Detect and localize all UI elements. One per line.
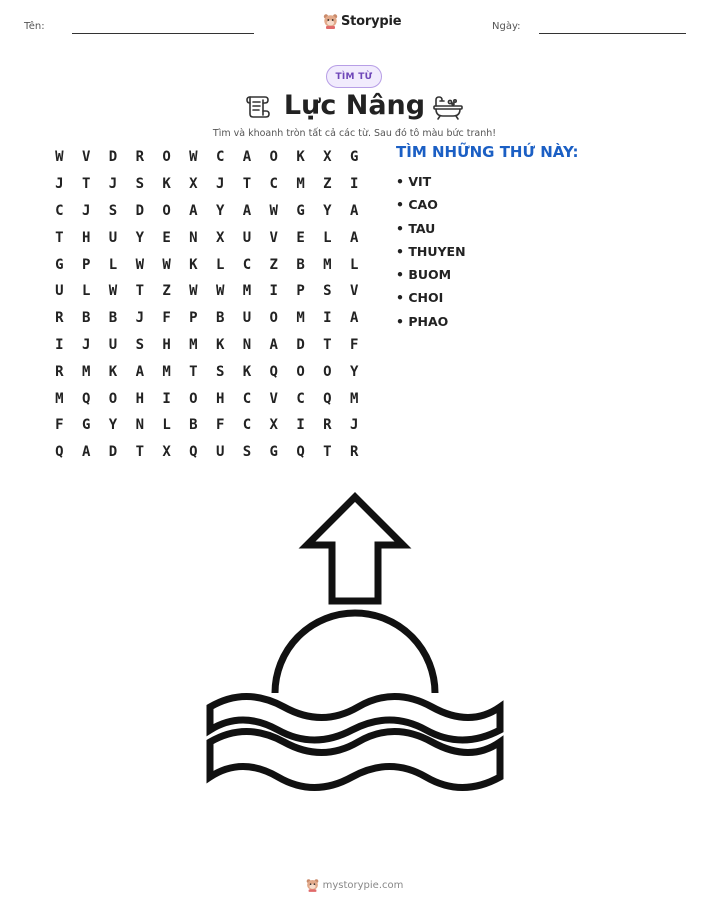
grid-letter[interactable]: O (162, 202, 171, 219)
grid-letter[interactable]: A (189, 202, 198, 219)
grid-letter[interactable]: W (189, 283, 198, 300)
footer (0, 878, 709, 892)
word-list-heading: TÌM NHỮNG THỨ NÀY: (396, 143, 579, 161)
grid-letter[interactable]: S (215, 363, 225, 380)
word-list-item: • VIT (396, 174, 432, 189)
grid-letter[interactable]: Y (108, 417, 118, 434)
grid-letter[interactable]: M (296, 310, 305, 327)
grid-letter[interactable]: M (242, 283, 252, 300)
grid-letter[interactable]: S (135, 176, 144, 193)
grid-letter[interactable]: S (135, 336, 144, 353)
grid-letter[interactable]: I (349, 176, 359, 193)
grid-letter[interactable]: B (81, 310, 91, 327)
grid-letter[interactable]: L (349, 256, 359, 273)
grid-letter[interactable]: U (108, 336, 118, 353)
grid-letter[interactable]: O (162, 149, 171, 166)
grid-letter[interactable]: G (269, 444, 278, 461)
grid-letter[interactable]: C (215, 149, 225, 166)
grid-letter[interactable]: U (55, 283, 64, 300)
grid-letter[interactable]: H (135, 390, 144, 407)
grid-letter[interactable]: K (215, 336, 225, 353)
grid-letter[interactable]: B (189, 417, 198, 434)
grid-letter[interactable]: Y (135, 229, 144, 246)
grid-letter[interactable]: F (55, 417, 64, 434)
grid-letter[interactable]: X (162, 444, 171, 461)
grid-letter[interactable]: Q (296, 444, 305, 461)
grid-letter[interactable]: J (135, 310, 144, 327)
name-label: Tên: (24, 21, 45, 32)
grid-letter[interactable]: N (242, 336, 252, 353)
grid-letter[interactable]: E (296, 229, 305, 246)
grid-letter[interactable]: G (81, 417, 91, 434)
grid-letter[interactable]: A (349, 229, 359, 246)
grid-letter[interactable]: S (108, 202, 118, 219)
grid-letter[interactable]: R (55, 363, 64, 380)
grid-letter[interactable]: T (135, 283, 144, 300)
grid-letter[interactable]: O (108, 390, 118, 407)
grid-letter[interactable]: Q (269, 363, 278, 380)
brand-name: Storypie (341, 13, 402, 29)
page-title: Lực Nâng (283, 90, 426, 121)
grid-letter[interactable]: U (242, 310, 252, 327)
grid-letter[interactable]: X (215, 229, 225, 246)
grid-letter[interactable]: S (242, 444, 252, 461)
grid-letter[interactable]: O (296, 363, 305, 380)
grid-letter[interactable]: M (55, 390, 64, 407)
grid-letter[interactable]: W (269, 202, 278, 219)
word-list-item: • THUYEN (396, 243, 466, 259)
grid-letter[interactable]: T (55, 229, 64, 246)
grid-letter[interactable]: L (162, 417, 171, 434)
grid-letter[interactable]: P (189, 310, 198, 327)
grid-letter[interactable]: K (242, 363, 252, 380)
grid-letter[interactable]: G (349, 149, 359, 166)
grid-letter[interactable]: V (349, 283, 359, 300)
grid-letter[interactable]: J (81, 336, 91, 353)
grid-letter[interactable]: M (296, 176, 305, 193)
grid-letter[interactable]: M (189, 336, 198, 353)
grid-letter[interactable]: U (108, 229, 118, 246)
grid-letter[interactable]: H (81, 229, 91, 246)
grid-letter[interactable]: C (55, 202, 64, 219)
grid-letter[interactable]: W (189, 149, 198, 166)
grid-letter[interactable]: F (215, 417, 225, 434)
grid-letter[interactable]: R (349, 444, 359, 461)
grid-letter[interactable]: A (349, 310, 359, 327)
grid-letter[interactable]: Q (323, 390, 332, 407)
grid-letter[interactable]: O (269, 310, 278, 327)
grid-letter[interactable]: V (81, 149, 91, 166)
grid-letter[interactable]: Q (55, 444, 64, 461)
grid-letter[interactable]: R (135, 149, 144, 166)
footer-url: mystorypie.com (322, 879, 404, 891)
grid-letter[interactable]: A (349, 202, 359, 219)
grid-letter[interactable]: V (269, 390, 278, 407)
grid-letter[interactable]: J (108, 176, 118, 193)
grid-letter[interactable]: A (81, 444, 91, 461)
grid-letter[interactable]: P (81, 256, 91, 273)
grid-letter[interactable]: D (108, 444, 118, 461)
word-list-item: • BUOM (396, 267, 452, 283)
grid-letter[interactable]: F (162, 310, 171, 327)
grid-letter[interactable]: A (269, 336, 278, 353)
grid-letter[interactable]: T (135, 444, 144, 461)
grid-letter[interactable]: J (55, 176, 64, 193)
storypie-mascot-icon (306, 878, 319, 892)
grid-letter[interactable]: W (162, 256, 171, 273)
grid-letter[interactable]: N (135, 417, 144, 434)
grid-letter[interactable]: T (189, 363, 198, 380)
grid-letter[interactable]: M (81, 363, 91, 380)
grid-letter[interactable]: M (162, 363, 171, 380)
grid-letter[interactable]: Q (189, 444, 198, 461)
grid-letter[interactable]: G (55, 256, 64, 273)
grid-letter[interactable]: A (242, 202, 252, 219)
grid-letter[interactable]: K (108, 363, 118, 380)
grid-letter[interactable]: D (296, 336, 305, 353)
word-list-item: • PHAO (396, 313, 449, 329)
grid-letter[interactable]: B (215, 310, 225, 327)
grid-letter[interactable]: W (215, 283, 225, 300)
grid-letter[interactable]: L (81, 283, 91, 300)
grid-letter[interactable]: Y (215, 202, 225, 219)
grid-letter[interactable]: A (135, 363, 144, 380)
grid-letter[interactable]: I (55, 336, 64, 353)
grid-letter[interactable]: C (269, 176, 278, 193)
grid-letter[interactable]: H (215, 390, 225, 407)
grid-letter[interactable]: D (108, 149, 118, 166)
grid-letter[interactable]: C (242, 390, 252, 407)
grid-letter[interactable]: S (323, 283, 332, 300)
grid-letter[interactable]: W (135, 256, 144, 273)
date-line[interactable] (539, 33, 686, 34)
word-list-item: • CAO (396, 197, 438, 213)
grid-letter[interactable]: U (215, 444, 225, 461)
grid-letter[interactable]: T (323, 336, 332, 353)
word-search-grid (46, 144, 368, 466)
name-line[interactable] (72, 33, 254, 34)
grid-letter[interactable]: L (323, 229, 332, 246)
grid-letter[interactable]: V (269, 229, 278, 246)
grid-letter[interactable]: R (55, 310, 64, 327)
grid-letter[interactable]: Q (81, 390, 91, 407)
grid-letter[interactable]: M (323, 256, 332, 273)
grid-letter[interactable]: K (162, 176, 171, 193)
storypie-mascot-icon (323, 13, 338, 29)
grid-letter[interactable]: I (162, 390, 171, 407)
word-list (396, 170, 466, 333)
grid-letter[interactable]: J (81, 202, 91, 219)
grid-letter[interactable]: T (242, 176, 252, 193)
grid-letter[interactable]: J (349, 417, 359, 434)
grid-letter[interactable]: W (55, 149, 64, 166)
grid-letter[interactable]: L (108, 256, 118, 273)
instructions: Tìm và khoanh tròn tất cả các từ. Sau đó tô màu bức tranh! (212, 128, 497, 139)
grid-letter[interactable]: H (162, 336, 171, 353)
grid-letter[interactable]: U (242, 229, 252, 246)
grid-letter[interactable]: X (269, 417, 278, 434)
grid-letter[interactable]: T (81, 176, 91, 193)
grid-letter[interactable]: Y (349, 363, 359, 380)
grid-letter[interactable]: Z (269, 256, 278, 273)
grid-letter[interactable]: K (296, 149, 305, 166)
grid-letter[interactable]: J (215, 176, 225, 193)
grid-letter[interactable]: X (189, 176, 198, 193)
grid-letter[interactable]: T (323, 444, 332, 461)
grid-letter[interactable]: D (135, 202, 144, 219)
grid-letter[interactable]: R (323, 417, 332, 434)
grid-letter[interactable]: M (349, 390, 359, 407)
grid-letter[interactable]: E (162, 229, 171, 246)
grid-letter[interactable]: C (242, 256, 252, 273)
grid-letter[interactable]: Z (162, 283, 171, 300)
word-list-item: • CHOI (396, 290, 444, 306)
grid-letter[interactable]: K (189, 256, 198, 273)
grid-letter[interactable]: A (242, 149, 252, 166)
grid-letter[interactable]: Z (323, 176, 332, 193)
grid-letter[interactable]: B (296, 256, 305, 273)
buoyancy-arrow-waves-icon (204, 490, 506, 810)
grid-letter[interactable]: N (189, 229, 198, 246)
grid-letter[interactable]: W (108, 283, 118, 300)
word-search-badge: TÌM TỪ (326, 65, 382, 88)
storypie-logo (323, 13, 401, 29)
grid-letter[interactable]: Y (323, 202, 332, 219)
grid-letter[interactable]: G (296, 202, 305, 219)
grid-letter[interactable]: I (269, 283, 278, 300)
grid-letter[interactable]: F (349, 336, 359, 353)
grid-letter[interactable]: B (108, 310, 118, 327)
grid-letter[interactable]: P (296, 283, 305, 300)
grid-letter[interactable]: O (269, 149, 278, 166)
grid-letter[interactable]: L (215, 256, 225, 273)
grid-letter[interactable]: O (323, 363, 332, 380)
grid-letter[interactable]: I (296, 417, 305, 434)
grid-letter[interactable]: X (323, 149, 332, 166)
date-label: Ngày: (492, 21, 521, 32)
grid-letter[interactable]: C (296, 390, 305, 407)
word-list-item: • TAU (396, 220, 436, 236)
grid-letter[interactable]: C (242, 417, 252, 434)
bathtub-icon (432, 95, 464, 121)
grid-letter[interactable]: I (323, 310, 332, 327)
grid-letter[interactable]: O (189, 390, 198, 407)
